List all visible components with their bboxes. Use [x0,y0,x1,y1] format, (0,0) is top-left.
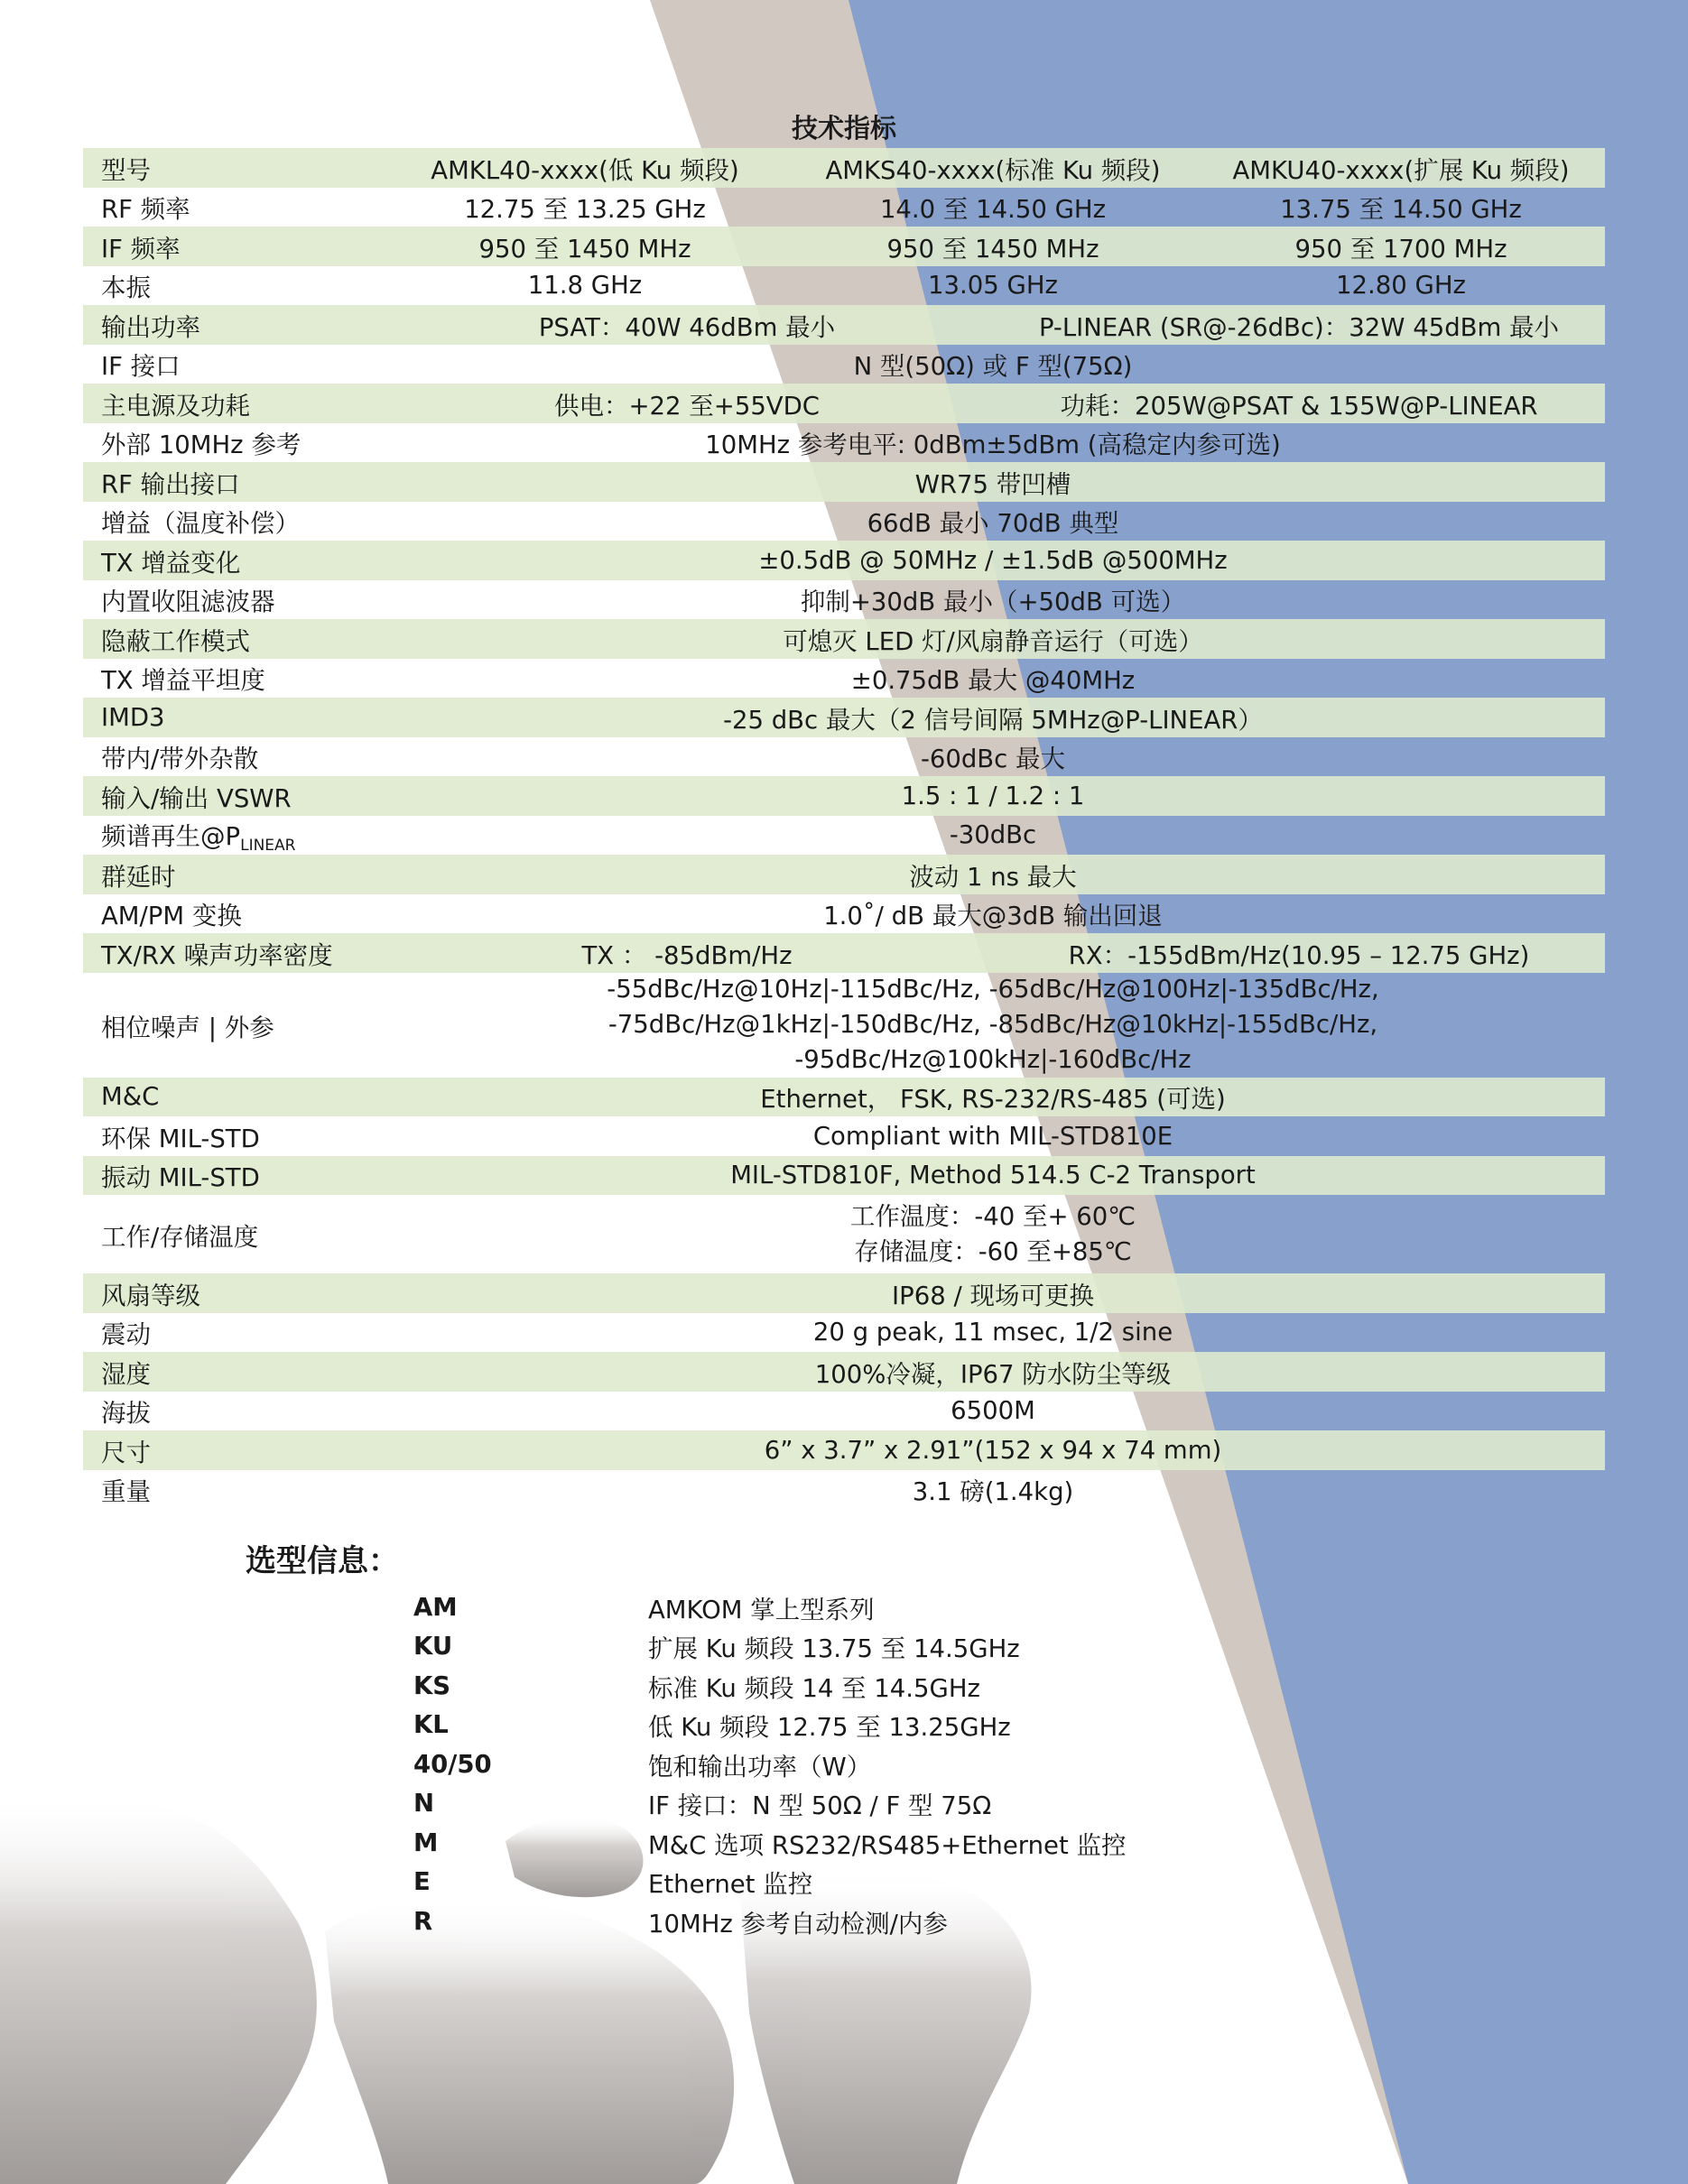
value-cell: 11.8 GHz [527,271,643,301]
value-cell: AMKL40-xxxx(低 Ku 频段) [431,155,739,185]
value-cell: 100%冷凝，IP67 防水防尘等级 [814,1359,1172,1389]
row-values [381,782,1605,810]
value-cell: 950 至 1700 MHz [1294,234,1507,264]
value-cell: IP68 / 现场可更换 [892,1281,1094,1310]
row-label: 主电源及功耗 [101,391,250,421]
row-values [381,1161,1605,1189]
table-row [83,1156,1605,1196]
selection-code: KU [413,1632,453,1661]
table-row [83,227,1605,266]
row-values [381,972,1605,1078]
row-values [381,271,1605,300]
row-values [381,1199,1605,1270]
table-row [83,1352,1605,1392]
value-cell: 13.05 GHz [928,271,1058,301]
value-cell: MIL-STD810F, Method 514.5 C-2 Transport [730,1161,1256,1190]
row-label: 湿度 [101,1359,151,1389]
label-subscript: LINEAR [240,836,296,855]
table-row [83,776,1605,816]
table-row [83,698,1605,737]
row-values [381,546,1605,575]
row-values [381,1471,1605,1507]
row-label: 频谱再生$@P_{LINEAR}$ [101,821,296,855]
row-label: 外部 10MHz 参考 [101,430,301,460]
row-label: RF 输出接口 [101,469,240,499]
value-cell: 13.75 至 14.50 GHz [1280,195,1522,225]
table-row [83,541,1605,580]
value-cell: RX：-155dBm/Hz(10.95 – 12.75 GHz) [1068,940,1530,970]
row-values [381,385,1605,421]
row-values [381,346,1605,382]
value-cell: 10MHz 参考电平: 0dBm±5dBm (高稳定内参可选) [705,430,1281,460]
table-row [83,1078,1605,1117]
selection-code: KS [413,1670,451,1700]
row-label: 隐蔽工作模式 [101,626,250,656]
row-values [381,1122,1605,1151]
value-cell: 950 至 1450 MHz [886,234,1099,264]
list-item [413,1666,1126,1706]
value-cell: 可熄灭 LED 灯/风扇静音运行（可选） [783,626,1203,656]
row-values [381,1354,1605,1390]
row-values [381,621,1605,657]
selection-code: AM [413,1592,458,1622]
row-label: TX/RX 噪声功率密度 [101,940,333,970]
value-cell: 波动 1 ns 最大 [909,862,1077,892]
table-row [83,1430,1605,1470]
row-label: 增益（温度补偿） [101,509,300,539]
row-label: 尺寸 [101,1438,151,1467]
row-values [381,464,1605,500]
selection-code: 40/50 [413,1749,492,1779]
list-item [413,1627,1126,1667]
table-row [83,659,1605,699]
value-cell: 12.80 GHz [1336,271,1466,301]
row-values [381,228,1605,264]
value-line: 存储温度：-60 至+85℃ [854,1236,1132,1266]
selection-code: R [413,1906,433,1936]
selection-desc: Ethernet 监控 [648,1870,813,1900]
row-label: 群延时 [101,862,176,892]
row-values [381,935,1605,971]
list-item [413,1823,1126,1863]
row-label: 相位噪声 | 外参 [101,1013,274,1042]
selection-title: 选型信息： [246,1543,399,1579]
row-label: 内置收阻滤波器 [101,588,275,617]
row-label: IF 频率 [101,234,181,264]
value-cell: 6500M [951,1396,1035,1426]
value-line: -75dBc/Hz@1kHz|-150dBc/Hz, -85dBc/Hz@10kHz|-155dBc/Hz, [607,1010,1378,1039]
value-cell: 功耗：205W@PSAT & 155W@P-LINEAR [1060,391,1538,421]
list-item [413,1744,1126,1784]
table-row [83,1392,1605,1431]
value-line: 工作温度：-40 至+ 60℃ [849,1201,1136,1231]
selection-code: M [413,1828,439,1857]
value-cell: AMKU40-xxxx(扩展 Ku 频段) [1232,155,1570,185]
row-label: 风扇等级 [101,1281,200,1310]
row-label: 振动 MIL-STD [101,1163,260,1193]
value-cell: ±0.5dB @ 50MHz / ±1.5dB @500MHz [758,545,1228,575]
row-label: IF 接口 [101,352,181,382]
table-row [83,148,1605,188]
row-label: 震动 [101,1320,151,1350]
page-title: 技术指标 [791,113,896,143]
selection-code: E [413,1867,431,1897]
row-label: 重量 [101,1477,151,1507]
selection-desc: 标准 Ku 频段 14 至 14.5GHz [648,1673,980,1703]
row-values [381,1436,1605,1465]
selection-desc: M&C 选项 RS232/RS485+Ethernet 监控 [648,1830,1127,1860]
row-label: TX 增益平坦度 [101,666,265,696]
row-label: 型号 [101,155,151,185]
row-values [381,307,1605,343]
table-row [83,855,1605,894]
value-cell: Compliant with MIL-STD810E [812,1121,1173,1151]
list-item [413,1902,1126,1941]
value-cell: WR75 带凹槽 [914,469,1071,499]
selection-desc: 低 Ku 频段 12.75 至 13.25GHz [648,1713,1011,1743]
value-cell: 抑制+30dB 最小（+50dB 可选） [800,588,1186,617]
table-row [83,188,1605,227]
row-label: 输出功率 [101,312,200,342]
table-row [83,580,1605,620]
selection-code: N [413,1789,435,1818]
selection-desc: 扩展 Ku 频段 13.75 至 14.5GHz [648,1634,1020,1664]
row-values [381,820,1605,849]
row-label: 海拔 [101,1399,151,1429]
list-item [413,1587,1126,1627]
table-row [83,619,1605,659]
row-label: IMD3 [101,702,165,732]
value-cell: 1.0˚/ dB 最大@3dB 输出回退 [823,902,1163,931]
table-row [83,816,1605,856]
value-cell: TX ： -85dBm/Hz [581,940,793,970]
table-row [83,462,1605,502]
table-row [83,973,1605,1078]
row-label: 环保 MIL-STD [101,1124,260,1153]
selection-desc: AMKOM 掌上型系列 [648,1595,875,1624]
row-values [381,150,1605,186]
value-cell: AMKS40-xxxx(标准 Ku 频段) [825,155,1161,185]
row-label: 本振 [101,273,151,303]
row-values [381,699,1605,736]
value-cell: -60dBc 最大 [920,745,1066,774]
table-row [83,502,1605,541]
row-label: 带内/带外杂散 [101,745,259,774]
table-row [83,1470,1605,1510]
row-label: AM/PM 变换 [101,902,242,931]
value-cell: 供电：+22 至+55VDC [554,391,820,421]
table-row [83,1273,1605,1313]
value-cell: 12.75 至 13.25 GHz [464,195,706,225]
value-cell: 6” x 3.7” x 2.91”(152 x 94 x 74 mm) [764,1435,1222,1465]
value-cell: P-LINEAR (SR@-26dBc)：32W 45dBm 最小 [1038,312,1560,342]
value-line: -95dBc/Hz@100kHz|-160dBc/Hz [794,1045,1192,1074]
value-cell: 3.1 磅(1.4kg) [912,1477,1074,1507]
row-values [381,1275,1605,1311]
row-values [381,503,1605,539]
value-cell: 20 g peak, 11 msec, 1/2 sine [812,1318,1173,1347]
row-label: TX 增益变化 [101,548,241,578]
table-row [83,933,1605,973]
row-values [381,581,1605,617]
spec-table [83,148,1605,1509]
table-row [83,345,1605,384]
selection-desc: 饱和输出功率（W） [648,1752,872,1781]
table-row [83,266,1605,306]
table-row [83,1116,1605,1156]
list-item [413,1784,1126,1824]
table-row [83,1195,1605,1273]
value-cell: -30dBc [949,820,1037,850]
table-row [83,737,1605,777]
row-values [381,895,1605,931]
row-label: 输入/输出 VSWR [101,783,292,813]
table-row [83,894,1605,934]
row-values [381,1396,1605,1425]
selection-list [413,1587,1126,1941]
list-item [413,1706,1126,1745]
row-values [381,660,1605,696]
table-row [83,423,1605,463]
row-label: M&C [101,1082,160,1112]
value-line: -55dBc/Hz@10Hz|-115dBc/Hz, -65dBc/Hz@100Hz|-135dBc/Hz, [607,975,1379,1004]
table-row [83,1313,1605,1353]
row-label: RF 频率 [101,195,190,225]
table-row [83,384,1605,423]
row-values [381,424,1605,460]
row-values [381,738,1605,774]
list-item [413,1863,1126,1902]
table-row [83,305,1605,345]
selection-code: KL [413,1710,449,1740]
value-cell: 14.0 至 14.50 GHz [879,195,1107,225]
row-label: 工作/存储温度 [101,1222,259,1252]
value-cell: 1.5 : 1 / 1.2 : 1 [901,781,1085,810]
value-cell: 950 至 1450 MHz [478,234,691,264]
row-values [381,856,1605,893]
value-cell: -25 dBc 最大（2 信号间隔 5MHz@P-LINEAR） [723,705,1263,735]
value-cell: N 型(50Ω) 或 F 型(75Ω) [853,352,1133,382]
value-cell: 66dB 最小 70dB 典型 [867,509,1119,539]
row-values [381,189,1605,225]
selection-desc: 10MHz 参考自动检测/内参 [648,1909,948,1939]
value-cell: PSAT：40W 46dBm 最小 [538,312,836,342]
selection-desc: IF 接口：N 型 50Ω / F 型 75Ω [648,1791,992,1821]
value-cell: ±0.75dB 最大 @40MHz [850,666,1136,696]
row-values [381,1078,1605,1115]
value-cell: Ethernet， FSK, RS-232/RS-485 (可选) [760,1085,1226,1115]
row-values [381,1318,1605,1346]
